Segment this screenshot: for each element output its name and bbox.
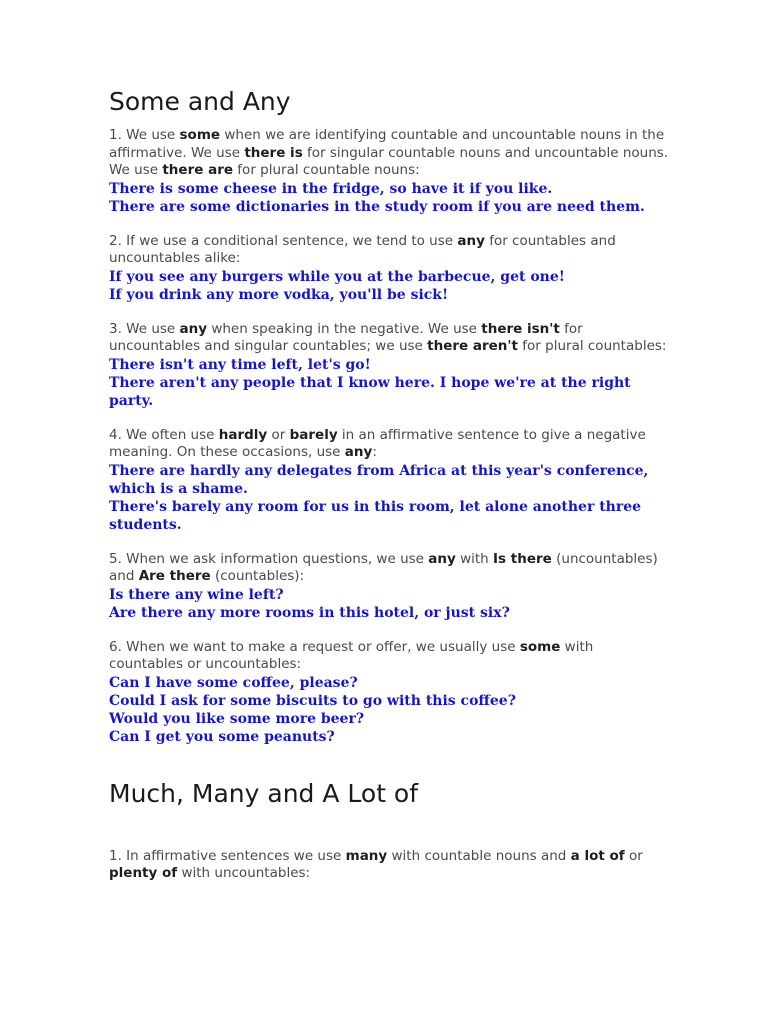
example-sentence: Can I have some coffee, please? [109, 674, 358, 691]
example-sentence: There isn't any time left, let's go! [109, 356, 371, 373]
rule-text-segment: or [624, 847, 643, 864]
keyword: plenty of [109, 865, 178, 881]
rule-text [109, 427, 669, 462]
rule-text [109, 233, 669, 268]
rule-text-segment: 3. We use [109, 320, 180, 337]
rule-text-segment: with uncountables: [177, 865, 311, 881]
example-sentence: There are hardly any delegates from Africa at this year's conference, which is a shame. [109, 462, 649, 497]
rule-text-segment: when speaking in the negative. We use [207, 320, 482, 337]
keyword: there aren't [427, 338, 518, 354]
rule-text-segment: 1. We use [109, 127, 180, 143]
example-sentence: There is some cheese in the fridge, so have it if you like. [109, 180, 553, 197]
rule-text-segment: when we are identifying countable and uncountable nouns in the affirmative. We use [109, 127, 665, 161]
much-many-rules [109, 848, 669, 883]
keyword: barely [289, 426, 338, 443]
rule-text [109, 639, 669, 674]
keyword: there is [244, 144, 303, 161]
rule-text [109, 321, 669, 356]
rule-text [109, 127, 669, 180]
rule-text-segment: with countables or uncountables: [109, 638, 594, 672]
example-sentence: Can I get you some peanuts? [109, 728, 335, 745]
rule-block [109, 427, 669, 534]
rule-text-segment: for uncountables and singular countables; we use [109, 320, 583, 354]
keyword: there are [162, 162, 234, 178]
example-sentence: Could I ask for some biscuits to go with this coffee? [109, 692, 516, 709]
rule-text-segment: with countable nouns and [387, 847, 571, 864]
rule-text-segment: or [267, 426, 290, 443]
keyword: any [344, 444, 373, 460]
rule-text-segment: 5. When we ask information questions, we use [109, 550, 429, 567]
keyword: any [428, 550, 456, 567]
rule-text-segment: 4. We often use [109, 426, 219, 443]
example-sentence: There's barely any room for us in this room, let alone another three students. [109, 498, 642, 533]
keyword: some [179, 127, 221, 143]
rule-block [109, 639, 669, 746]
some-any-rules [109, 127, 669, 746]
rule-text-segment: : [372, 444, 377, 460]
rule-text-segment: (countables): [210, 568, 305, 584]
example-sentence: There are some dictionaries in the study room if you are need them. [109, 198, 645, 215]
rule-text-segment: for plural countables: [518, 338, 667, 354]
rule-text-segment: with [455, 550, 494, 567]
rule-text [109, 848, 669, 883]
keyword: any [179, 320, 208, 337]
rule-text-segment: 2. If we use a conditional sentence, we tend to use [109, 232, 458, 249]
keyword: Is there [493, 550, 552, 567]
example-sentence: There aren't any people that I know here. I hope we're at the right party. [109, 374, 631, 409]
rule-text [109, 551, 669, 586]
keyword: some [519, 638, 561, 655]
rule-text-segment: for singular countable nouns and uncountable nouns. We use [109, 144, 669, 178]
example-sentence: Would you like some more beer? [109, 710, 365, 727]
rule-block [109, 551, 669, 622]
example-sentence: If you drink any more vodka, you'll be sick! [109, 286, 449, 303]
rule-block [109, 848, 669, 883]
rule-text-segment: 1. In affirmative sentences we use [109, 847, 346, 864]
rule-text-segment: for countables and uncountables alike: [109, 232, 616, 266]
rule-text-segment: in an affirmative sentence to give a negative meaning. On these occasions, use [109, 426, 646, 460]
example-sentence: Are there any more rooms in this hotel, or just six? [109, 604, 510, 621]
example-sentence: If you see any burgers while you at the barbecue, get one! [109, 268, 565, 285]
document-page [109, 84, 669, 900]
keyword: hardly [218, 426, 268, 443]
keyword: many [345, 847, 388, 864]
keyword: any [457, 232, 485, 249]
keyword: Are there [138, 568, 211, 584]
rule-text-segment: 6. When we want to make a request or offer, we usually use [109, 638, 520, 655]
rule-block [109, 321, 669, 410]
keyword: a lot of [570, 847, 625, 864]
keyword: there isn't [481, 320, 560, 337]
rule-text-segment: for plural countable nouns: [233, 162, 420, 178]
example-sentence: Is there any wine left? [109, 586, 284, 603]
section-title-some-and-any: Some and Any [109, 87, 291, 116]
rule-block [109, 127, 669, 216]
section-title-much-many: Much, Many and A Lot of [109, 778, 419, 808]
rule-block [109, 233, 669, 304]
rule-text-segment: (uncountables) and [109, 550, 658, 584]
